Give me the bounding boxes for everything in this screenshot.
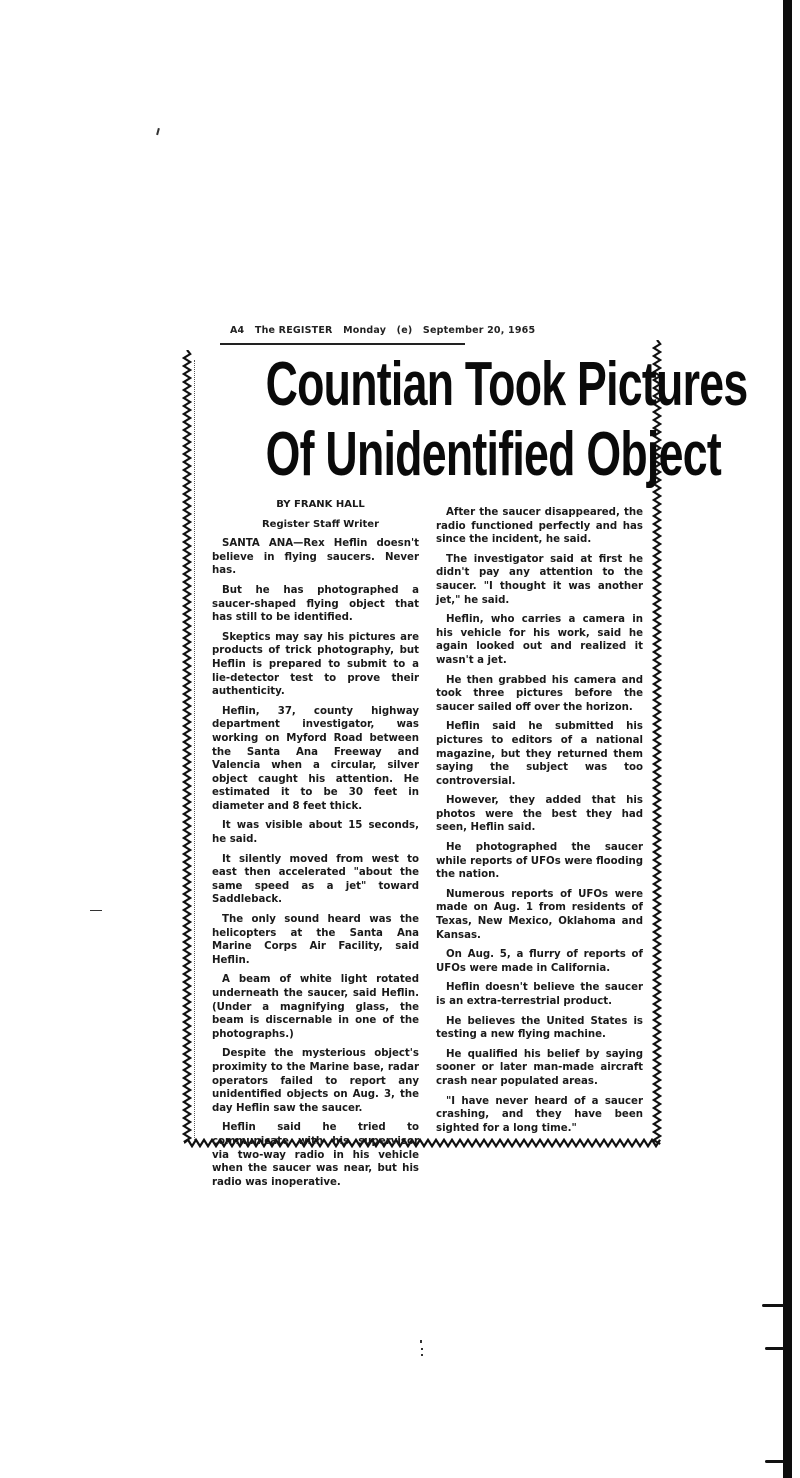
scan-speck	[90, 910, 102, 911]
newspaper-name: The REGISTER	[254, 325, 333, 336]
article-paragraph: The investigator said at first he didn't pay any attention to the saucer. "I thought it was another jet," he said.	[436, 553, 643, 606]
article-paragraph: It silently moved from west to east then accelerated "about the same speed as a jet" toward Saddleback.	[212, 853, 419, 906]
scan-edge-mark	[765, 1460, 784, 1463]
dateline-rule	[220, 343, 465, 345]
article-paragraph: He then grabbed his camera and took three pictures before the saucer sailed off over the horizon.	[436, 674, 643, 713]
article-column-right	[436, 506, 643, 1141]
article-paragraph: A beam of white light rotated underneath the saucer, said Heflin. (Under a magnifying glass, the beam is discernable in one of the photographs.)	[212, 974, 419, 1040]
article-paragraph: Heflin doesn't believe the saucer is an extra-terrestrial product.	[436, 982, 643, 1007]
newspaper-clipping	[182, 300, 748, 1188]
article-paragraph: Heflin said he submitted his pictures to editors of a national magazine, but they returned them saying the subject was too controversial.	[436, 721, 643, 787]
article-column-left	[212, 498, 419, 1195]
article-paragraph: Heflin, 37, county highway department investigator, was working on Myford Road between the Santa Ana Freeway and Valencia when a circular, silver object caught his attention. He estimated it to be 30 feet in diameter and 8 feet thick.	[212, 705, 419, 812]
scan-speck	[421, 1354, 423, 1356]
article-paragraph: Skeptics may say his pictures are products of trick photography, but Heflin is prepared to submit to a lie-detector test to prove their authenticity.	[212, 631, 419, 698]
border-rule-left	[194, 360, 196, 1140]
article-paragraph: Despite the mysterious object's proximity to the Marine base, radar operators failed to report any unidentified objects on Aug. 3, the day Heflin saw the saucer.	[212, 1048, 419, 1114]
article-paragraph: SANTA ANA—Rex Heflin doesn't believe in flying saucers. Never has.	[212, 538, 419, 577]
byline: BY FRANK HALL	[276, 499, 365, 510]
article-paragraph: "I have never heard of a saucer crashing, and they have been sighted for a long time."	[436, 1095, 643, 1134]
headline-line-2: Of Unidentified Object	[265, 420, 721, 489]
publication-date: September 20, 1965	[422, 325, 536, 336]
weekday: Monday	[343, 325, 387, 336]
scan-speck	[420, 1340, 422, 1343]
article-paragraph: However, they added that his photos were the best they had seen, Heflin said.	[436, 795, 643, 834]
wavy-border-left	[182, 350, 192, 1145]
article-paragraph: He qualified his belief by saying sooner or later man-made aircraft crash near populated areas.	[436, 1048, 643, 1087]
article-paragraph: But he has photographed a saucer-shaped flying object that has still to be identified.	[212, 584, 419, 624]
page-number: A4	[230, 325, 245, 336]
article-paragraph: On Aug. 5, a flurry of reports of UFOs were made in California.	[436, 949, 643, 974]
dateline	[230, 325, 542, 336]
article-paragraph: Heflin said he tried to communicate with his supervisor via two-way radio in his vehicle when the saucer was near, but his radio was inoperative.	[212, 1122, 419, 1188]
article-paragraph: He photographed the saucer while reports of UFOs were flooding the nation.	[436, 842, 643, 881]
article-paragraph: Numerous reports of UFOs were made on Aug. 1 from residents of Texas, New Mexico, Oklahoma and Kansas.	[436, 888, 643, 941]
article-paragraph: After the saucer disappeared, the radio functioned perfectly and has since the incident, he said.	[436, 507, 643, 546]
headline-line-1: Countian Took Pictures	[265, 350, 748, 419]
scan-speck	[156, 128, 159, 135]
headline	[265, 350, 748, 490]
scan-edge-bar	[783, 0, 792, 1478]
byline-title: Register Staff Writer	[261, 518, 380, 530]
article-paragraph: It was visible about 15 seconds, he said.	[212, 820, 419, 846]
article-paragraph: Heflin, who carries a camera in his vehicle for his work, said he again looked out and realized it wasn't a jet.	[436, 614, 643, 666]
scan-edge-mark	[762, 1304, 784, 1307]
article-paragraph: The only sound heard was the helicopters at the Santa Ana Marine Corps Air Facility, said Heflin.	[212, 914, 419, 966]
article-paragraph: He believes the United States is testing a new flying machine.	[436, 1015, 643, 1041]
edition: (e)	[396, 325, 413, 336]
scan-edge-mark	[765, 1347, 784, 1350]
scan-speck	[421, 1348, 423, 1350]
